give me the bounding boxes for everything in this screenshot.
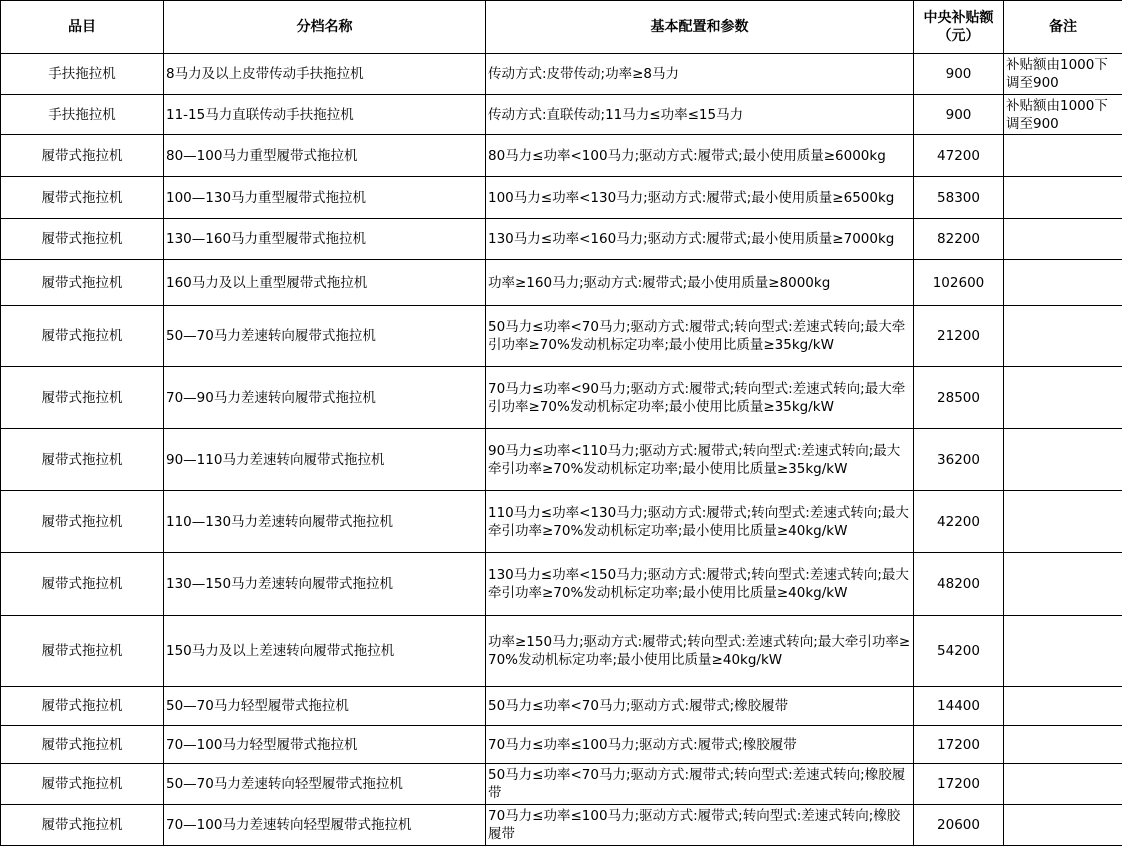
specs-cell: 90马力≤功率<110马力;驱动方式:履带式;转向型式:差速式转向;最大牵引功率≥70%发动机标定功率;最小使用比质量≥35kg/kW xyxy=(486,429,914,491)
category-cell: 履带式拖拉机 xyxy=(1,553,164,616)
category-cell: 手扶拖拉机 xyxy=(1,54,164,95)
category-cell: 履带式拖拉机 xyxy=(1,616,164,687)
category-cell: 履带式拖拉机 xyxy=(1,219,164,260)
notes-cell: 补贴额由1000下调至900 xyxy=(1004,54,1122,95)
header-row xyxy=(1,1,1122,54)
category-cell: 履带式拖拉机 xyxy=(1,687,164,726)
notes-cell xyxy=(1004,260,1122,306)
tier-name-cell: 80—100马力重型履带式拖拉机 xyxy=(164,135,486,177)
header-category: 品目 xyxy=(1,1,164,54)
tier-name-cell: 50—70马力差速转向履带式拖拉机 xyxy=(164,306,486,367)
specs-cell: 功率≥160马力;驱动方式:履带式;最小使用质量≥8000kg xyxy=(486,260,914,306)
subsidy-cell: 102600 xyxy=(914,260,1004,306)
subsidy-cell: 42200 xyxy=(914,491,1004,553)
subsidy-cell: 21200 xyxy=(914,306,1004,367)
tier-name-cell: 8马力及以上皮带传动手扶拖拉机 xyxy=(164,54,486,95)
tier-name-cell: 100—130马力重型履带式拖拉机 xyxy=(164,177,486,219)
tier-name-cell: 70—100马力轻型履带式拖拉机 xyxy=(164,726,486,764)
subsidy-cell: 14400 xyxy=(914,687,1004,726)
specs-cell: 功率≥150马力;驱动方式:履带式;转向型式:差速式转向;最大牵引功率≥70%发动机标定功率;最小使用比质量≥40kg/kW xyxy=(486,616,914,687)
notes-cell xyxy=(1004,429,1122,491)
category-cell: 履带式拖拉机 xyxy=(1,306,164,367)
notes-cell xyxy=(1004,553,1122,616)
category-cell: 履带式拖拉机 xyxy=(1,764,164,805)
subsidy-cell: 900 xyxy=(914,95,1004,135)
tier-name-cell: 11-15马力直联传动手扶拖拉机 xyxy=(164,95,486,135)
table-row xyxy=(1,95,1122,135)
specs-cell: 130马力≤功率<150马力;驱动方式:履带式;转向型式:差速式转向;最大牵引功率≥70%发动机标定功率;最小使用比质量≥40kg/kW xyxy=(486,553,914,616)
notes-cell xyxy=(1004,764,1122,805)
table-row xyxy=(1,726,1122,764)
table-row xyxy=(1,429,1122,491)
notes-cell xyxy=(1004,687,1122,726)
tier-name-cell: 70—100马力差速转向轻型履带式拖拉机 xyxy=(164,805,486,846)
specs-cell: 70马力≤功率<90马力;驱动方式:履带式;转向型式:差速式转向;最大牵引功率≥70%发动机标定功率;最小使用比质量≥35kg/kW xyxy=(486,367,914,429)
table-row xyxy=(1,687,1122,726)
notes-cell xyxy=(1004,367,1122,429)
table-row xyxy=(1,219,1122,260)
header-specs: 基本配置和参数 xyxy=(486,1,914,54)
specs-cell: 70马力≤功率≤100马力;驱动方式:履带式;橡胶履带 xyxy=(486,726,914,764)
category-cell: 履带式拖拉机 xyxy=(1,260,164,306)
subsidy-cell: 17200 xyxy=(914,764,1004,805)
category-cell: 履带式拖拉机 xyxy=(1,177,164,219)
specs-cell: 100马力≤功率<130马力;驱动方式:履带式;最小使用质量≥6500kg xyxy=(486,177,914,219)
specs-cell: 110马力≤功率<130马力;驱动方式:履带式;转向型式:差速式转向;最大牵引功率≥70%发动机标定功率;最小使用比质量≥40kg/kW xyxy=(486,491,914,553)
notes-cell xyxy=(1004,219,1122,260)
subsidy-cell: 36200 xyxy=(914,429,1004,491)
subsidy-cell: 47200 xyxy=(914,135,1004,177)
category-cell: 履带式拖拉机 xyxy=(1,491,164,553)
tier-name-cell: 90—110马力差速转向履带式拖拉机 xyxy=(164,429,486,491)
table-row xyxy=(1,54,1122,95)
specs-cell: 传动方式:直联传动;11马力≤功率≤15马力 xyxy=(486,95,914,135)
category-cell: 履带式拖拉机 xyxy=(1,726,164,764)
table-row xyxy=(1,260,1122,306)
subsidy-cell: 54200 xyxy=(914,616,1004,687)
table-row xyxy=(1,616,1122,687)
subsidy-cell: 20600 xyxy=(914,805,1004,846)
table-row xyxy=(1,177,1122,219)
tier-name-cell: 130—150马力差速转向履带式拖拉机 xyxy=(164,553,486,616)
category-cell: 履带式拖拉机 xyxy=(1,135,164,177)
specs-cell: 70马力≤功率≤100马力;驱动方式:履带式;转向型式:差速式转向;橡胶履带 xyxy=(486,805,914,846)
notes-cell xyxy=(1004,135,1122,177)
tier-name-cell: 130—160马力重型履带式拖拉机 xyxy=(164,219,486,260)
table-row xyxy=(1,306,1122,367)
tier-name-cell: 110—130马力差速转向履带式拖拉机 xyxy=(164,491,486,553)
subsidy-cell: 48200 xyxy=(914,553,1004,616)
table-row xyxy=(1,135,1122,177)
subsidy-cell: 82200 xyxy=(914,219,1004,260)
specs-cell: 50马力≤功率<70马力;驱动方式:履带式;转向型式:差速式转向;最大牵引功率≥70%发动机标定功率;最小使用比质量≥35kg/kW xyxy=(486,306,914,367)
table-row xyxy=(1,553,1122,616)
tier-name-cell: 50—70马力差速转向轻型履带式拖拉机 xyxy=(164,764,486,805)
notes-cell xyxy=(1004,306,1122,367)
specs-cell: 50马力≤功率<70马力;驱动方式:履带式;转向型式:差速式转向;橡胶履带 xyxy=(486,764,914,805)
table-row xyxy=(1,805,1122,846)
specs-cell: 50马力≤功率<70马力;驱动方式:履带式;橡胶履带 xyxy=(486,687,914,726)
subsidy-cell: 28500 xyxy=(914,367,1004,429)
category-cell: 履带式拖拉机 xyxy=(1,805,164,846)
tier-name-cell: 160马力及以上重型履带式拖拉机 xyxy=(164,260,486,306)
header-subsidy: 中央补贴额（元） xyxy=(914,1,1004,54)
subsidy-cell: 17200 xyxy=(914,726,1004,764)
header-notes: 备注 xyxy=(1004,1,1122,54)
table-row xyxy=(1,491,1122,553)
notes-cell xyxy=(1004,616,1122,687)
notes-cell xyxy=(1004,177,1122,219)
tier-name-cell: 70—90马力差速转向履带式拖拉机 xyxy=(164,367,486,429)
category-cell: 履带式拖拉机 xyxy=(1,429,164,491)
notes-cell xyxy=(1004,491,1122,553)
specs-cell: 130马力≤功率<160马力;驱动方式:履带式;最小使用质量≥7000kg xyxy=(486,219,914,260)
table-row xyxy=(1,764,1122,805)
category-cell: 履带式拖拉机 xyxy=(1,367,164,429)
header-tier-name: 分档名称 xyxy=(164,1,486,54)
specs-cell: 80马力≤功率<100马力;驱动方式:履带式;最小使用质量≥6000kg xyxy=(486,135,914,177)
tier-name-cell: 150马力及以上差速转向履带式拖拉机 xyxy=(164,616,486,687)
category-cell: 手扶拖拉机 xyxy=(1,95,164,135)
table-row xyxy=(1,367,1122,429)
subsidy-cell: 58300 xyxy=(914,177,1004,219)
specs-cell: 传动方式:皮带传动;功率≥8马力 xyxy=(486,54,914,95)
subsidy-cell: 900 xyxy=(914,54,1004,95)
tier-name-cell: 50—70马力轻型履带式拖拉机 xyxy=(164,687,486,726)
notes-cell xyxy=(1004,805,1122,846)
notes-cell xyxy=(1004,726,1122,764)
notes-cell: 补贴额由1000下调至900 xyxy=(1004,95,1122,135)
